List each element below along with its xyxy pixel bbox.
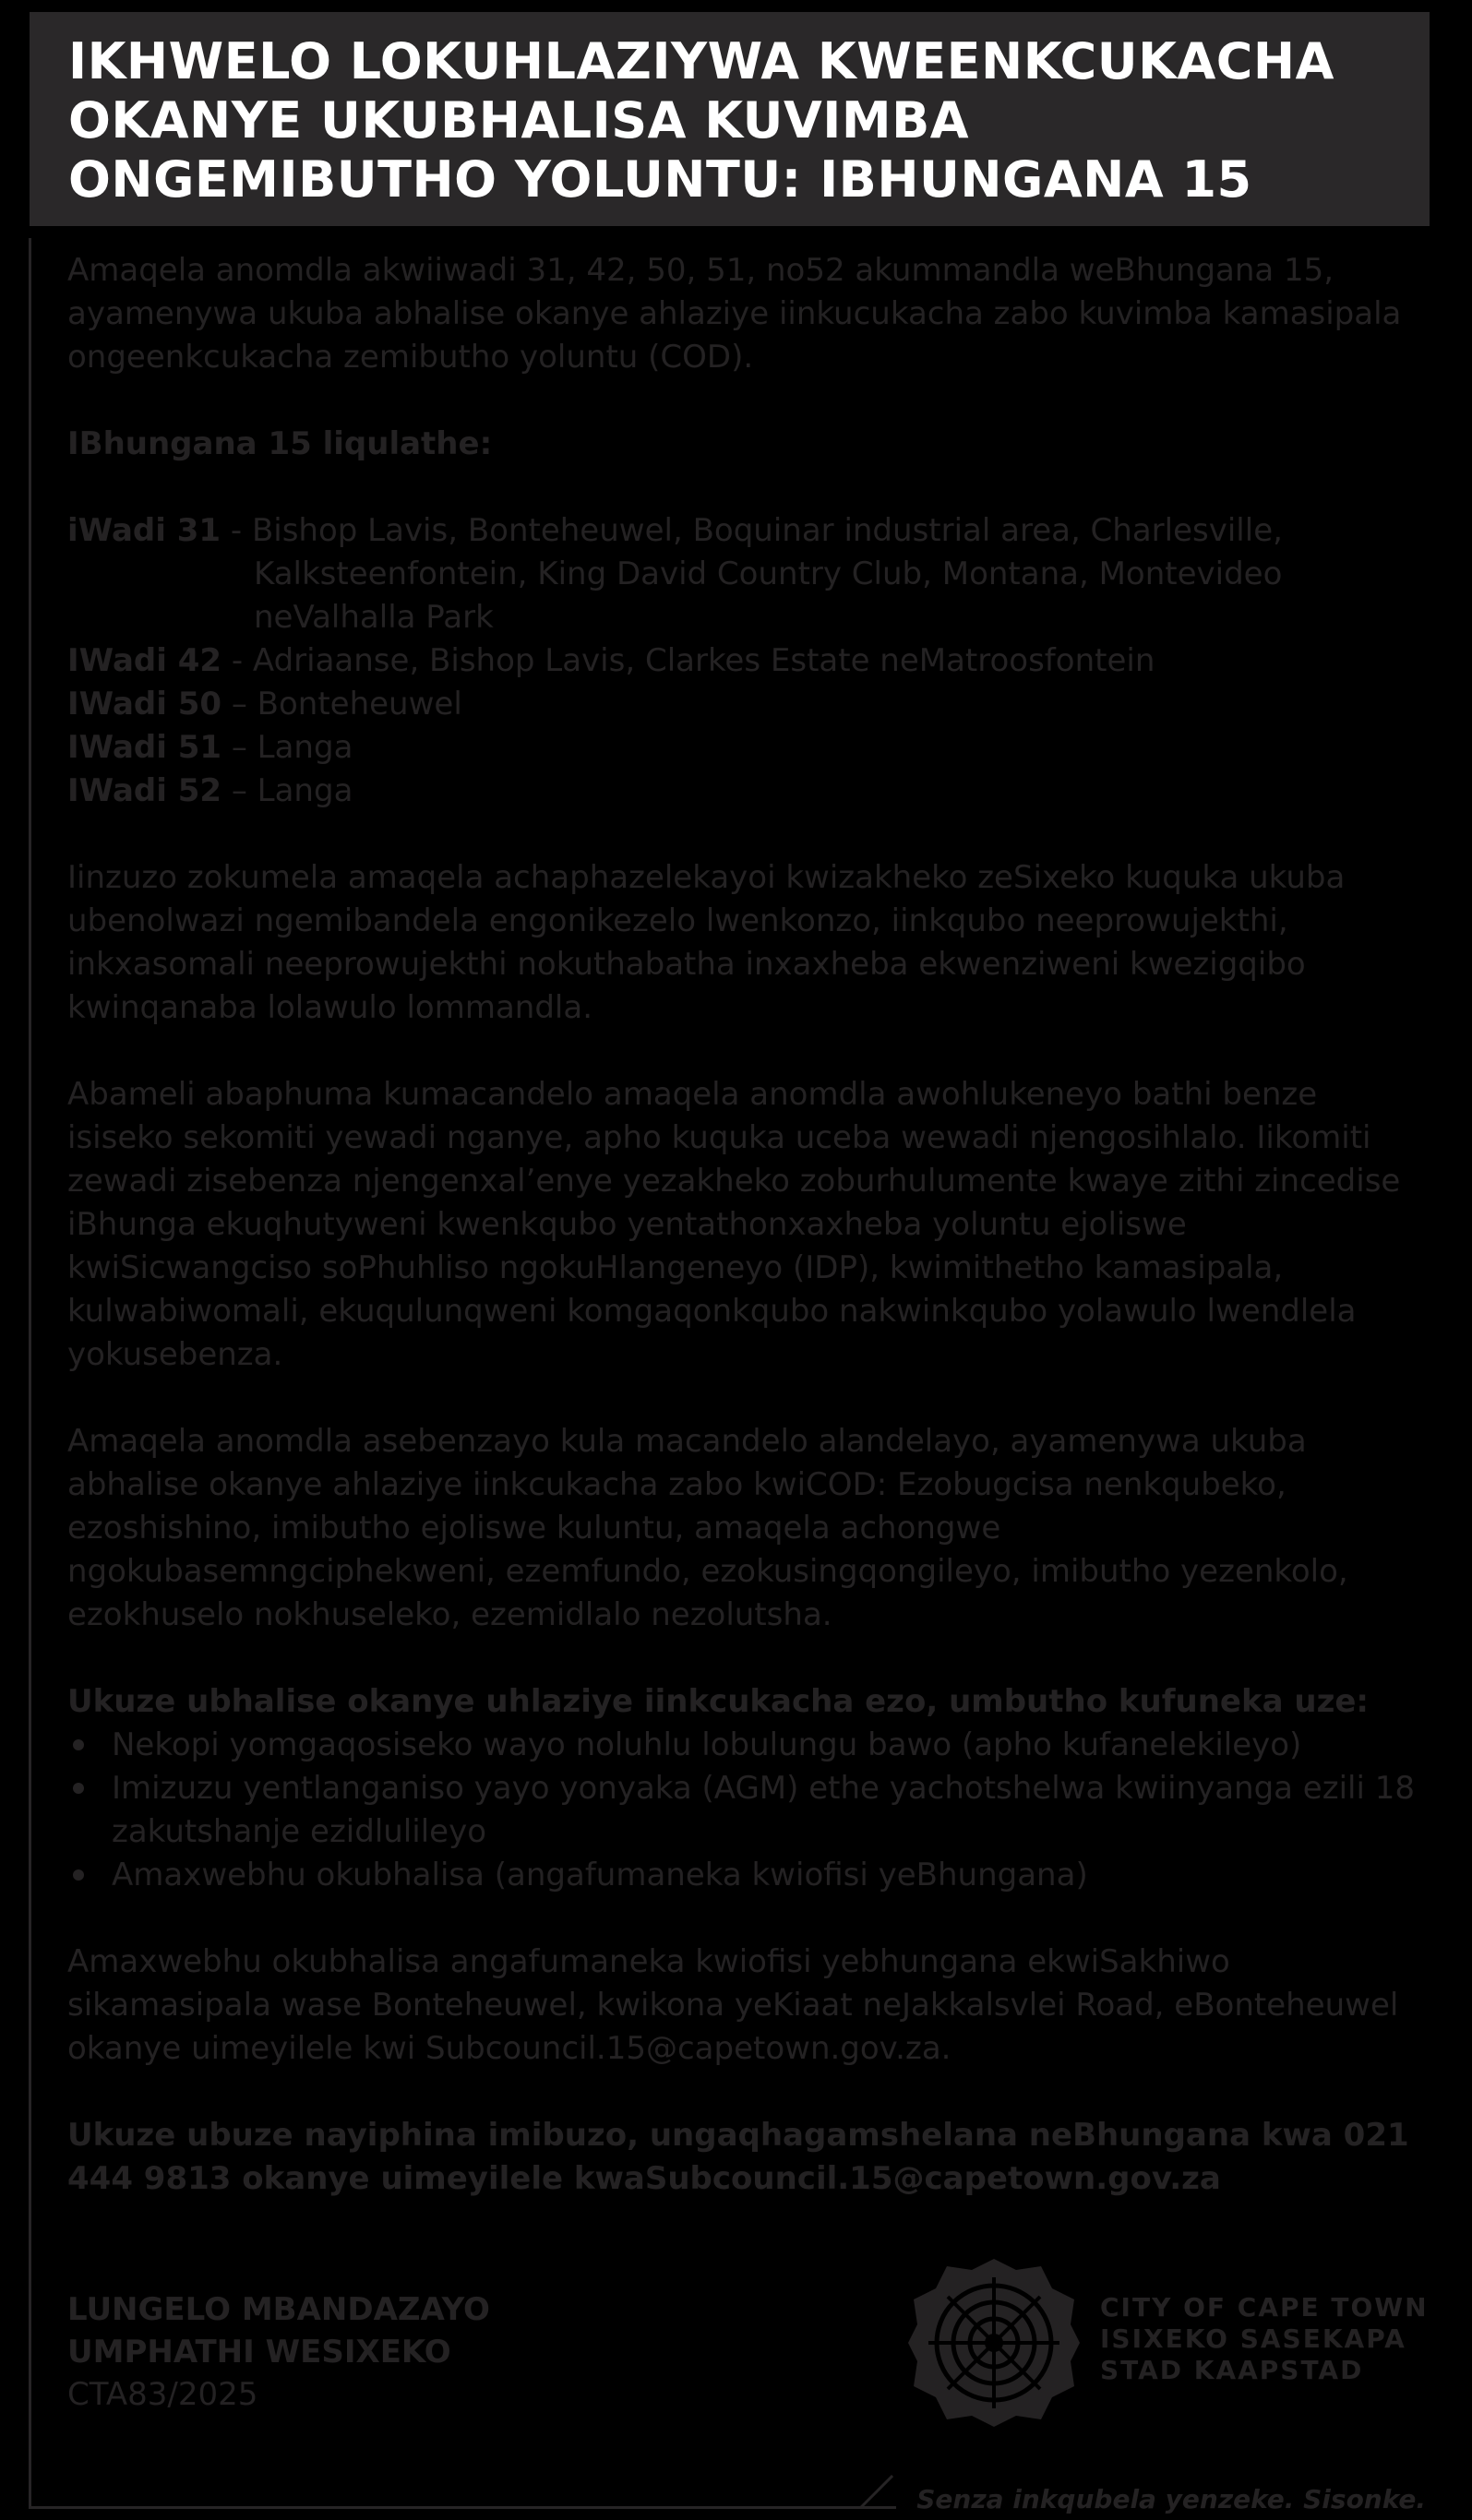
- ward-name: IWadi 52: [67, 772, 222, 809]
- ward-areas: Adriaanse, Bishop Lavis, Clarkes Estate neMatroosfontein: [252, 642, 1155, 679]
- ward-areas-cont: neValhalla Park: [254, 599, 494, 636]
- requirements-heading: Ukuze ubhalise okanye uhlaziye iinkcukacha ezo, umbutho kufuneka uze:: [67, 1683, 1370, 1720]
- brand-afrikaans: STAD KAAPSTAD: [1100, 2355, 1364, 2385]
- ward-name: IWadi 51: [67, 729, 222, 766]
- bullet-icon: [73, 1869, 84, 1881]
- contact-paragraph: Ukuze ubuze nayiphina imibuzo, ungaqhagamshelana neBhungana kwa 021 444 9813 okanye uimeyilele kwaSubcouncil.15@capetown.gov.za: [67, 2117, 1409, 2197]
- ward-item: IWadi 52 – Langa: [67, 772, 353, 809]
- signatory-name: LUNGELO MBANDAZAYO: [67, 2291, 490, 2328]
- subcouncil-heading: IBhungana 15 liqulathe:: [67, 425, 493, 462]
- frame-bottom-border: [29, 2506, 896, 2509]
- notice-body: [67, 249, 1424, 2201]
- ward-item: iWadi 31 - Bishop Lavis, Bonteheuwel, Boquinar industrial area, Charlesville,: [67, 512, 1283, 549]
- ward-areas: Langa: [257, 729, 353, 766]
- ward-name: iWadi 31: [67, 512, 221, 549]
- reference-number: CTA83/2025: [67, 2376, 258, 2413]
- benefits-paragraph: Iinzuzo zokumela amaqela achaphazelekayoi kwizakheko zeSixeko kuquka ukuba ubenolwazi ngemibandela engonikezelo lwenkonzo, iinkqubo neeprowujekthi, inkxasomali neeprowujekthi nokuthabatha inxaxheba ekwenziweni kwezigqibo kwinqanaba lolawulo lommandla.: [67, 859, 1346, 1026]
- requirements-list: [67, 1724, 1424, 1897]
- header-banner: [30, 12, 1430, 226]
- ward-item: IWadi 50 – Bonteheuwel: [67, 686, 462, 723]
- ward-name: IWadi 42: [67, 642, 222, 679]
- ward-areas: Bonteheuwel: [257, 686, 462, 723]
- brand-xhosa: ISIXEKO SASEKAPA: [1100, 2323, 1406, 2354]
- bullet-icon: [73, 1739, 84, 1750]
- signature-block: [67, 2288, 490, 2416]
- city-of-cape-town-logo-icon: [908, 2257, 1080, 2429]
- frame-left-border: [29, 238, 31, 2508]
- representatives-paragraph: Abameli abaphuma kumacandelo amaqela anomdla awohlukeneyo bathi benze isiseko sekomiti yewadi nganye, apho kuquka uceba wewadi njengosihlalo. Iikomiti zewadi zisebenza njengenxal’enye yezakheko zoburhulumente kwaye zithi zincedise iBhunga ekuqhutyweni kwenkqubo yentathonxaxheba yoluntu ejoliswe kwiSicwangciso soPhuhliso ngokuHlangeneyo (IDP), kwimithetho kamasipala, kulwabiwomali, ekuqulunqweni komgaqonkqubo nakwinkqubo yolawulo lwendlela yokusebenza.: [67, 1076, 1401, 1373]
- frame-diagonal-border: [860, 2475, 893, 2508]
- intro-paragraph: Amaqela anomdla akwiiwadi 31, 42, 50, 51, no52 akummandla weBhungana 15, ayamenywa ukuba abhalise okanye ahlaziye iinkucukacha zabo kuvimba kamasipala ongeenkcukacha zemibutho yoluntu (COD).: [67, 252, 1402, 376]
- ward-areas: Langa: [257, 772, 353, 809]
- list-item: Amaxwebhu okubhalisa (angafumaneka kwiofisi yeBhungana): [67, 1854, 1424, 1897]
- ward-list: [67, 509, 1424, 813]
- page-title: IKHWELO LOKUHLAZIYWA KWEENKCUKACHA OKANYE UKUBHALISA KUVIMBA ONGEMIBUTHO YOLUNTU: IBHUNGANA 15: [68, 32, 1334, 209]
- tagline: Senza inkqubela yenzeke. Sisonke.: [916, 2484, 1426, 2514]
- ward-areas: Bishop Lavis, Bonteheuwel, Boquinar industrial area, Charlesville,: [251, 512, 1283, 549]
- signatory-title: UMPHATHI WESIXEKO: [67, 2334, 451, 2371]
- ward-item: IWadi 42 - Adriaanse, Bishop Lavis, Clarkes Estate neMatroosfontein: [67, 642, 1155, 679]
- list-item: Nekopi yomgaqosiseko wayo noluhlu lobulungu bawo (apho kufanelekileyo): [67, 1724, 1424, 1767]
- brand-english: CITY OF CAPE TOWN: [1100, 2292, 1429, 2323]
- forms-info-paragraph: Amaxwebhu okubhalisa angafumaneka kwiofisi yebhungana ekwiSakhiwo sikamasipala wase Bonteheuwel, kwikona yeKiaat neJakkalsvlei Road, eBonteheuwel okanye uimeyilele kwi Subcouncil.15@capetown.gov.za.: [67, 1943, 1399, 2067]
- ward-name: IWadi 50: [67, 686, 222, 723]
- brand-names: [1100, 2292, 1429, 2386]
- ward-item: IWadi 51 – Langa: [67, 729, 353, 766]
- ward-areas-cont: Kalksteenfontein, King David Country Club, Montana, Montevideo: [254, 555, 1283, 592]
- bullet-icon: [73, 1783, 84, 1794]
- sectors-paragraph: Amaqela anomdla asebenzayo kula macandelo alandelayo, ayamenywa ukuba abhalise okanye ahlaziye iinkcukacha zabo kwiCOD: Ezobugcisa nenkqubeko, ezoshishino, imibutho ejoliswe kuluntu, amaqela achongwe ngokubasemngciphekweni, ezemfundo, ezokusingqongileyo, imibutho yezenkolo, ezokhuselo nokhuseleko, ezemidlalo nezolutsha.: [67, 1423, 1348, 1633]
- list-item: Imizuzu yentlanganiso yayo yonyaka (AGM) ethe yachotshelwa kwiinyanga ezili 18 zakutshanje ezidlulileyo: [67, 1767, 1424, 1854]
